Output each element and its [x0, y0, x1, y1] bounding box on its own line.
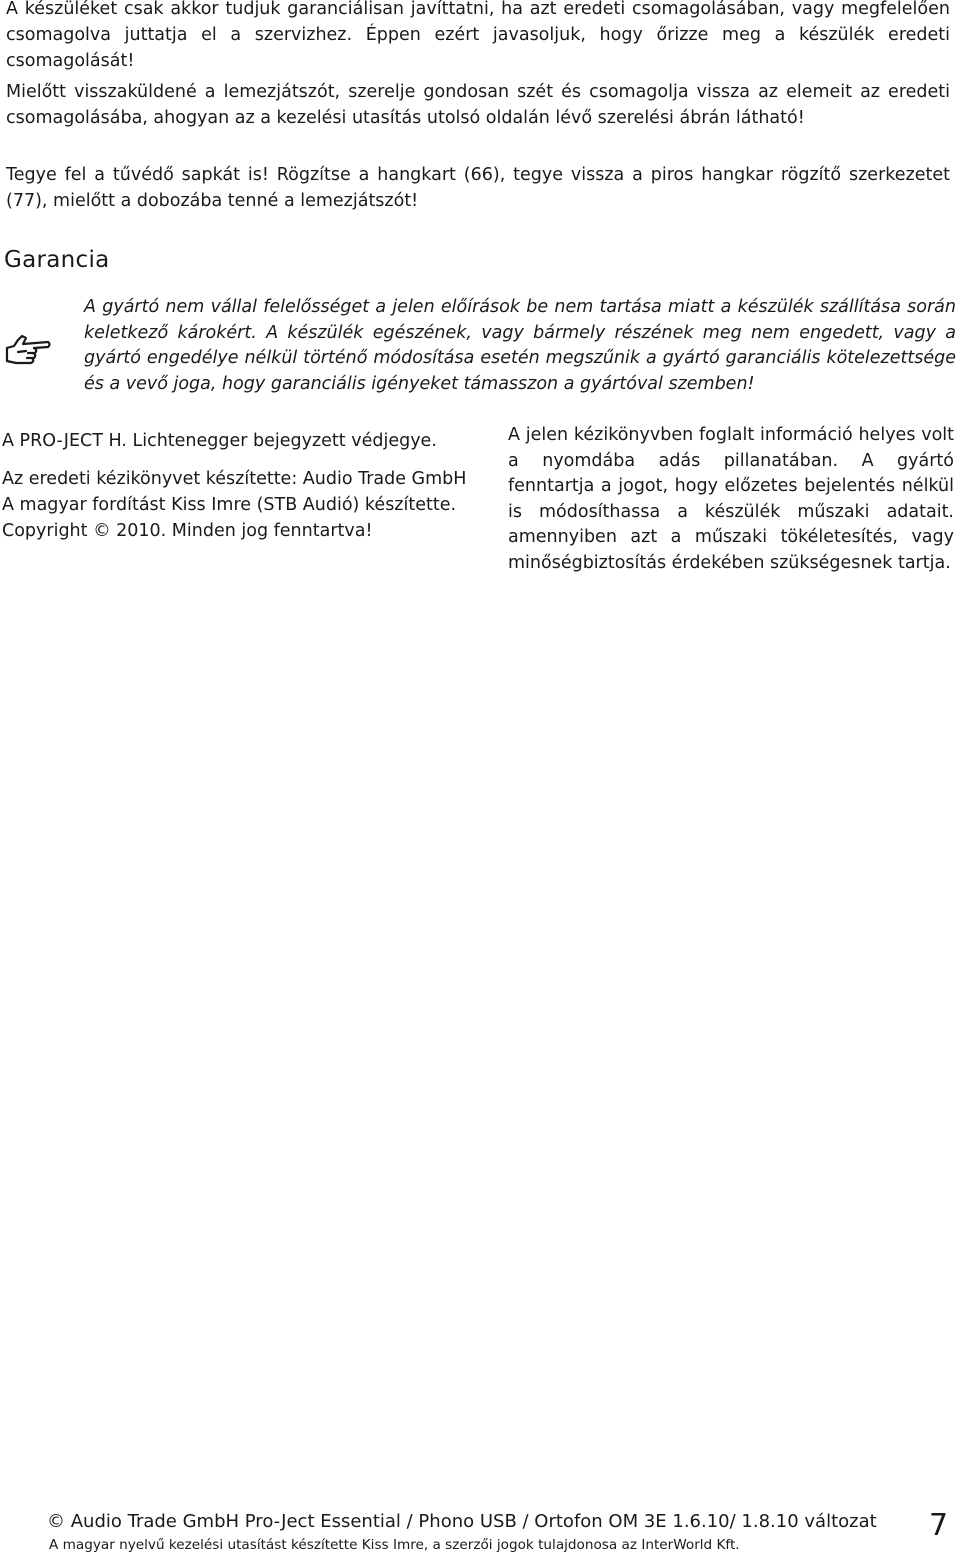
trademark-text: A PRO-JECT H. Lichtenegger bejegyzett védjegye.	[2, 431, 437, 451]
disassembly-paragraph: Mielőtt visszaküldené a lemezjátszót, szerelje gondosan szét és csomagolja vissza az elemeit az eredeti csomagolásába, ahogyan az a kezelési utasítás utolsó oldalán lévő szerelési ábrán látható!	[6, 82, 950, 128]
copyright-text: Copyright © 2010. Minden jog fenntartva!	[2, 521, 373, 541]
packaging-paragraph: A készüléket csak akkor tudjuk garanciálisan javíttatni, ha azt eredeti csomagolásában, vagy megfelelően csomagolva juttatja el a szervizhez. Éppen ezért javasoljuk, hogy őrizze meg a készülék eredeti csomagolását!	[6, 0, 950, 71]
stylus-cap-paragraph: Tegye fel a tűvédő sapkát is! Rögzítse a hangkart (66), tegye vissza a piros hangkar rögzítő szerkezetet (77), mielőtt a dobozába tenné a lemezjátszót!	[6, 165, 950, 211]
author-text: Az eredeti kézikönyvet készítette: Audio Trade GmbH	[2, 469, 467, 489]
pointing-hand-icon	[4, 330, 52, 370]
footer-version-line: © Audio Trade GmbH Pro-Ject Essential / Phono USB / Ortofon OM 3E 1.6.10/ 1.8.10 változat	[47, 1511, 877, 1532]
page-number: 7	[929, 1508, 949, 1543]
legal-left-column	[2, 428, 482, 544]
translator-text: A magyar fordítást Kiss Imre (STB Audió) készítette.	[2, 495, 457, 515]
warranty-heading: Garancia	[4, 247, 110, 273]
warranty-text: A gyártó nem vállal felelősséget a jelen előírások be nem tartása miatt a készülék szállítása során keletkező károkért. A készülék egészének, vagy bármely részének meg nem engedett, vagy a gyártó engedélye nélkül történő módosítása esetén megszűnik a gyártó garanciális kötelezettsége és a vevő joga, hogy garanciális igényeket támasszon a gyártóval szemben!	[84, 297, 956, 394]
footer-translator-line: A magyar nyelvű kezelési utasítást készítette Kiss Imre, a szerzői jogok tulajdonosa az InterWorld Kft.	[49, 1537, 740, 1553]
disclaimer-text: A jelen kézikönyvben foglalt információ helyes volt a nyomdába adás pillanatában. A gyártó fenntartja a jogot, hogy előzetes bejelentés nélkül is módosíthassa a készülék műszaki adatait. amennyiben azt a műszaki tökéletesítés, vagy minőségbiztosítás érdekében szükségesnek tartja.	[508, 425, 954, 573]
